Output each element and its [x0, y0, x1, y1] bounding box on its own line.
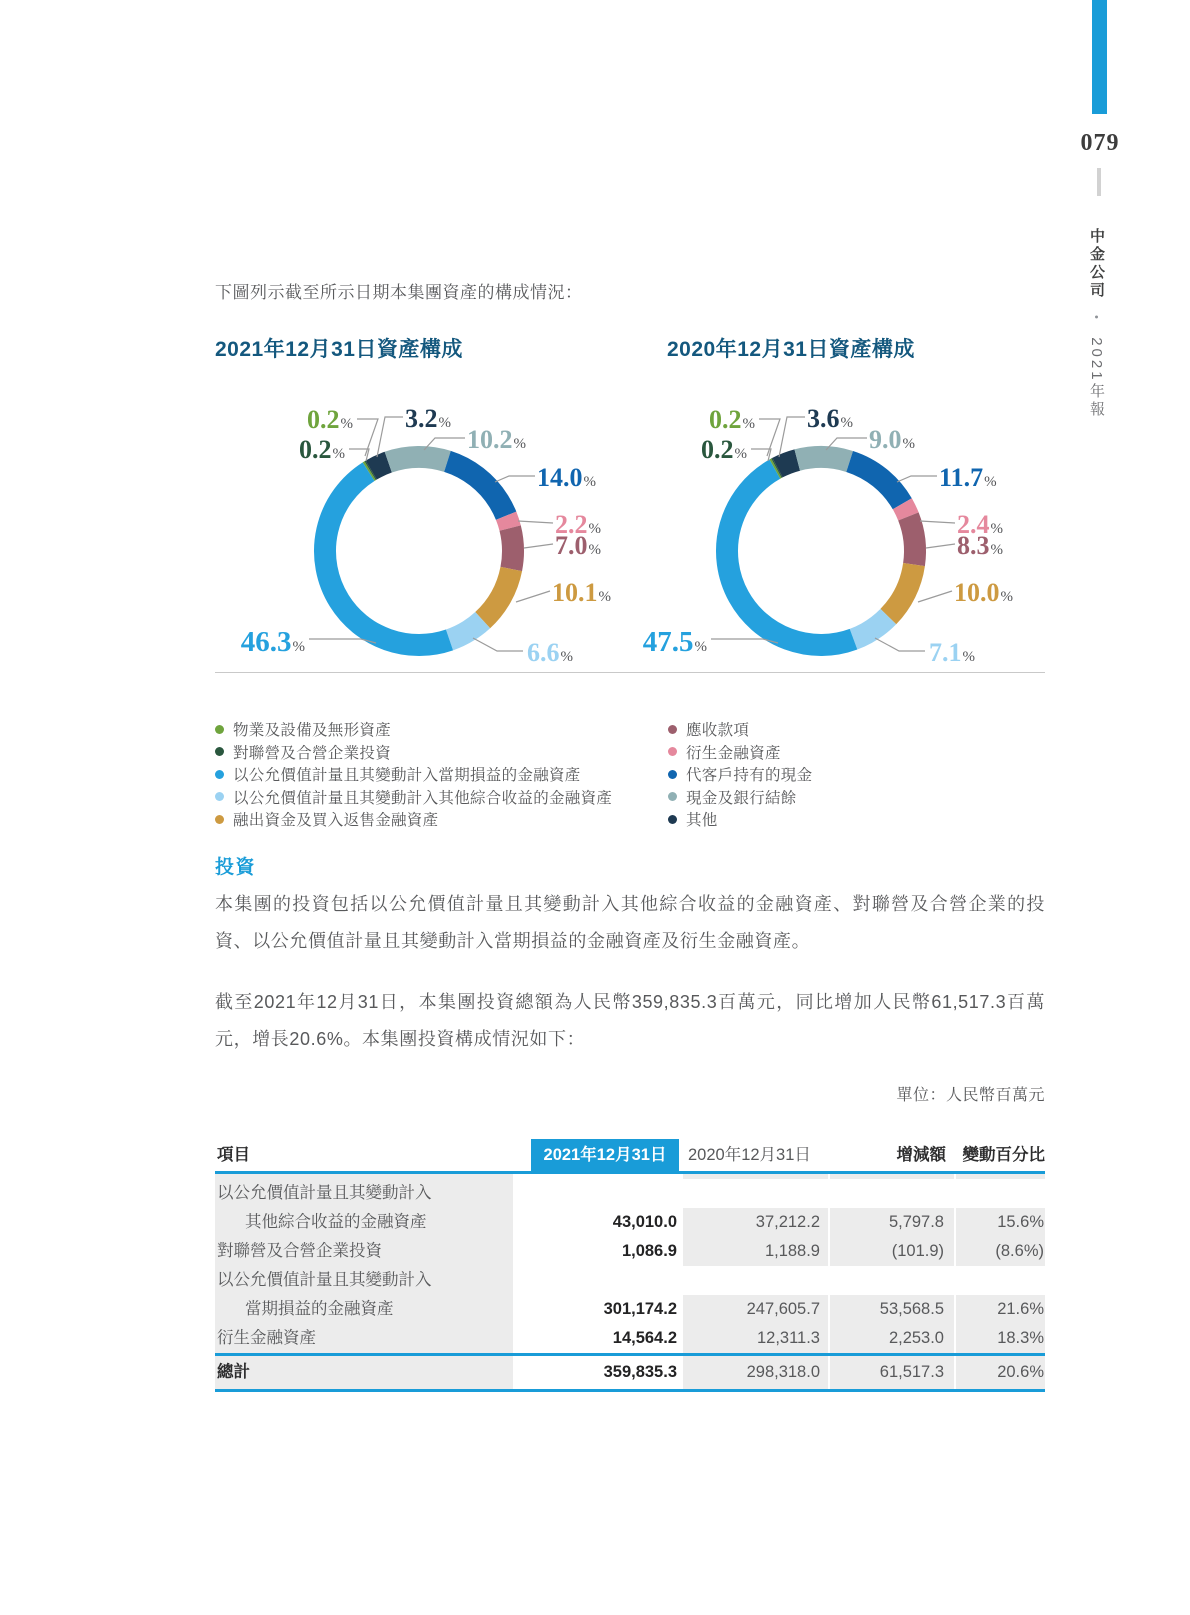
- side-caption: [1086, 228, 1107, 419]
- pct-label-9: [643, 626, 707, 659]
- percent-sign: %: [902, 436, 915, 452]
- pct-label-0: [709, 405, 755, 435]
- table-row: [215, 1237, 1045, 1266]
- percent-sign: %: [984, 474, 997, 490]
- cell-item-label: [215, 1324, 515, 1353]
- leader-line-7: [516, 591, 550, 602]
- pct-label-3: [467, 425, 526, 455]
- pct-value: 6.6: [527, 638, 560, 667]
- percent-sign: %: [583, 474, 596, 490]
- pct-label-2: [405, 404, 451, 434]
- chart-title-2021: 2021年12月31日資產構成: [215, 338, 463, 361]
- pct-value: 10.1: [552, 578, 598, 607]
- caption-bullet-icon: •: [1090, 315, 1102, 323]
- legend-label: 以公允價值計量且其變動計入其他綜合收益的金融資產: [233, 789, 613, 807]
- pct-label-9: [241, 626, 305, 659]
- leader-line-1: [751, 449, 771, 461]
- cell-value-2021: 43,010.0: [612, 1213, 677, 1231]
- brand-name: 中金公司: [1088, 228, 1105, 300]
- item-label-line: 當期損益的金融資產: [245, 1300, 394, 1318]
- item-label-line: 對聯營及合營企業投資: [217, 1242, 382, 1260]
- legend-dot-icon: [215, 747, 224, 756]
- pct-label-6: [957, 531, 1003, 561]
- pct-label-4: [537, 463, 596, 493]
- total-value-2021: 359,835.3: [603, 1363, 677, 1381]
- cell-value-2021: 1,086.9: [621, 1242, 677, 1260]
- header-item: 項目: [217, 1146, 250, 1164]
- legend-item: [668, 808, 812, 831]
- legend-column-right: [668, 718, 812, 831]
- chart-title-2020: 2020年12月31日資產構成: [667, 338, 915, 361]
- legend-dot-icon: [215, 770, 224, 779]
- legend-dot-icon: [668, 792, 677, 801]
- percent-sign: %: [292, 639, 305, 655]
- pct-label-6: [555, 531, 601, 561]
- item-label-line: 以公允價值計量且其變動計入: [217, 1184, 432, 1202]
- legend-label: 其他: [686, 812, 718, 830]
- pct-value: 2.4: [957, 510, 990, 539]
- header-change-pct: 變動百分比: [962, 1146, 1045, 1164]
- percent-sign: %: [332, 446, 345, 462]
- paragraph-investment-scope: 本集團的投資包括以公允價值計量且其變動計入其他綜合收益的金融資產、對聯營及合營企業的投資、以公允價值計量且其變動計入當期損益的金融資產及衍生金融資產。: [215, 894, 1045, 951]
- cell-value-2020: 247,605.7: [683, 1295, 828, 1324]
- pct-label-7: [954, 578, 1013, 608]
- leader-line-6: [926, 544, 955, 548]
- pct-value: 9.0: [869, 425, 902, 454]
- legend-label: 融出資金及買入返售金融資產: [233, 812, 439, 830]
- top-accent-bar: [1092, 0, 1107, 114]
- spacer-cell: [828, 1174, 954, 1179]
- percent-sign: %: [598, 589, 611, 605]
- header-change: 增減額: [896, 1146, 946, 1164]
- pct-label-4: [939, 463, 997, 493]
- donut-chart-2020: [617, 390, 1037, 675]
- cell-value-2020: 1,188.9: [683, 1237, 828, 1266]
- report-year: 2021年報: [1088, 337, 1105, 419]
- leader-line-5: [518, 521, 553, 523]
- leader-line-8: [875, 638, 925, 651]
- pct-value: 7.1: [929, 638, 962, 667]
- total-label: [215, 1356, 515, 1389]
- pct-value: 10.2: [467, 425, 513, 454]
- legend-label: 對聯營及合營企業投資: [233, 744, 392, 762]
- donut-chart-2021: [215, 390, 635, 675]
- paragraph-investment-total: 截至2021年12月31日，本集團投資總額為人民幣359,835.3百萬元，同比增加人民幣61,517.3百萬元，增長20.6%。本集團投資構成情況如下：: [215, 992, 1045, 1049]
- legend-dot-icon: [668, 815, 677, 824]
- legend-item: [215, 808, 612, 831]
- cell-change-pct: (8.6%): [954, 1237, 1045, 1266]
- spacer-cell: [683, 1174, 828, 1179]
- cell-change: 5,797.8: [828, 1208, 954, 1237]
- percent-sign: %: [990, 542, 1003, 558]
- cell-item-label: [215, 1237, 515, 1266]
- percent-sign: %: [962, 649, 975, 665]
- total-change-pct: 20.6%: [954, 1356, 1045, 1389]
- cell-value-2020: 37,212.2: [683, 1208, 828, 1237]
- pct-value: 3.6: [807, 404, 840, 433]
- legend-label: 物業及設備及無形資產: [233, 722, 392, 740]
- pct-value: 10.0: [954, 578, 1000, 607]
- leader-line-1: [349, 449, 369, 461]
- pct-value: 46.3: [240, 626, 292, 658]
- investment-table: [215, 1139, 1045, 1392]
- table-rule: [215, 1389, 1045, 1392]
- cell-change: (101.9): [828, 1237, 954, 1266]
- pct-value: 47.5: [642, 626, 694, 658]
- cell-value-2021: 14,564.2: [612, 1329, 677, 1347]
- legend-item: [668, 763, 812, 786]
- leader-line-5: [920, 521, 955, 523]
- item-label-line: 其他綜合收益的金融資產: [245, 1213, 427, 1231]
- legend-dot-icon: [215, 815, 224, 824]
- cell-change-pct: 15.6%: [954, 1208, 1045, 1237]
- section-heading: 投資: [215, 857, 257, 878]
- pct-value: 0.2: [701, 435, 734, 464]
- legend-label: 應收款項: [686, 722, 750, 740]
- pct-value: 0.2: [307, 405, 340, 434]
- legend-label: 衍生金融資產: [686, 744, 781, 762]
- legend-dot-icon: [215, 792, 224, 801]
- chart-legend: [215, 718, 1045, 833]
- item-label-line: 衍生金融資產: [217, 1329, 316, 1347]
- page-number-tick: [1097, 168, 1101, 196]
- percent-sign: %: [340, 416, 353, 432]
- legend-item: [668, 786, 812, 809]
- total-label-text: 總計: [217, 1363, 250, 1381]
- pct-value: 3.2: [405, 404, 438, 433]
- pct-label-0: [307, 405, 353, 435]
- pct-label-8: [527, 638, 573, 668]
- cell-change-pct: 18.3%: [954, 1324, 1045, 1353]
- pct-label-1: [701, 435, 747, 465]
- percent-sign: %: [990, 521, 1003, 537]
- pct-label-7: [552, 578, 611, 608]
- header-2020: 2020年12月31日: [688, 1146, 811, 1164]
- table-row: [215, 1179, 1045, 1237]
- pct-label-2: [807, 404, 853, 434]
- percent-sign: %: [742, 416, 755, 432]
- percent-sign: %: [694, 639, 707, 655]
- legend-item: [668, 741, 812, 764]
- pct-value: 14.0: [537, 463, 583, 492]
- cell-item-label: [215, 1179, 515, 1237]
- spacer-cell: [954, 1174, 1045, 1179]
- legend-divider: [215, 672, 1045, 673]
- unit-note: 單位：人民幣百萬元: [896, 1087, 1045, 1104]
- leader-line-0: [357, 419, 378, 456]
- intro-text: 下圖列示截至所示日期本集團資產的構成情況：: [215, 283, 583, 302]
- percent-sign: %: [588, 521, 601, 537]
- pct-value: 11.7: [939, 463, 984, 492]
- percent-sign: %: [438, 415, 451, 431]
- cell-value-2021: 301,174.2: [603, 1300, 677, 1318]
- table-total-row: [215, 1356, 1045, 1389]
- pct-label-1: [299, 435, 345, 465]
- page-number: 079: [1080, 130, 1120, 156]
- item-label-line: 以公允價值計量且其變動計入: [217, 1271, 432, 1289]
- legend-item: [215, 718, 612, 741]
- total-value-2020: 298,318.0: [683, 1356, 828, 1389]
- pct-value: 8.3: [957, 531, 990, 560]
- pct-value: 2.2: [555, 510, 588, 539]
- pct-value: 0.2: [299, 435, 332, 464]
- percent-sign: %: [560, 649, 573, 665]
- legend-label: 以公允價值計量且其變動計入當期損益的金融資產: [233, 767, 581, 785]
- legend-item: [215, 763, 612, 786]
- percent-sign: %: [840, 415, 853, 431]
- leader-line-7: [918, 591, 952, 602]
- percent-sign: %: [734, 446, 747, 462]
- leader-line-6: [524, 544, 553, 548]
- table-row: [215, 1324, 1045, 1353]
- cell-change-pct: 21.6%: [954, 1295, 1045, 1324]
- total-change: 61,517.3: [828, 1356, 954, 1389]
- legend-label: 代客戶持有的現金: [686, 767, 813, 785]
- legend-item: [215, 741, 612, 764]
- pct-value: 7.0: [555, 531, 588, 560]
- leader-line-4: [897, 476, 937, 482]
- legend-dot-icon: [668, 770, 677, 779]
- legend-dot-icon: [668, 747, 677, 756]
- legend-item: [215, 786, 612, 809]
- legend-label: 現金及銀行結餘: [686, 789, 797, 807]
- pct-label-3: [869, 425, 915, 455]
- cell-item-label: [215, 1266, 515, 1324]
- percent-sign: %: [513, 436, 526, 452]
- leader-line-8: [473, 638, 523, 651]
- legend-dot-icon: [668, 725, 677, 734]
- table-row: [215, 1266, 1045, 1324]
- table-header-row: [215, 1139, 1045, 1171]
- cell-change: 53,568.5: [828, 1295, 954, 1324]
- cell-change: 2,253.0: [828, 1324, 954, 1353]
- pct-label-8: [929, 638, 975, 668]
- content-column: [215, 0, 1045, 1615]
- legend-item: [668, 718, 812, 741]
- percent-sign: %: [1000, 589, 1013, 605]
- percent-sign: %: [588, 542, 601, 558]
- legend-dot-icon: [215, 725, 224, 734]
- leader-line-4: [495, 476, 535, 482]
- pct-value: 0.2: [709, 405, 742, 434]
- cell-value-2020: 12,311.3: [683, 1324, 828, 1353]
- legend-column-left: [215, 718, 612, 831]
- spacer-cell: [515, 1174, 683, 1179]
- leader-line-0: [759, 419, 780, 456]
- header-2021: [515, 1139, 683, 1171]
- header-2021-highlight: 2021年12月31日: [531, 1139, 679, 1171]
